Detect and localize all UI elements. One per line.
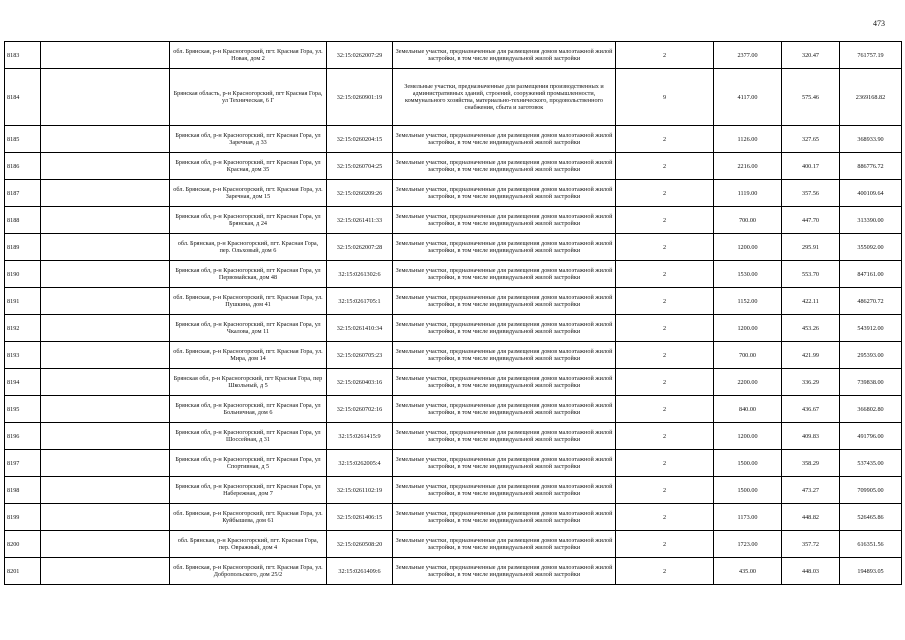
record-number: 8196 xyxy=(5,423,41,450)
record-number: 8183 xyxy=(5,42,41,69)
category-code-cell: 2 xyxy=(616,504,714,531)
specific-value-cell: 358.29 xyxy=(782,450,840,477)
cadastral-number-cell: 32:15:0261409:6 xyxy=(327,558,393,585)
spacer-cell xyxy=(41,315,170,342)
record-number: 8192 xyxy=(5,315,41,342)
cadastral-number-cell: 32:15:0262005:4 xyxy=(327,450,393,477)
table-row xyxy=(5,450,902,477)
cadastral-number-cell: 32:15:0261410:34 xyxy=(327,315,393,342)
cadastral-value-cell: 368933.90 xyxy=(840,126,902,153)
land-use-cell: Земельные участки, предназначенные для размещения домов малоэтажной жилой застройки, в том числе индивидуальной жилой застройки xyxy=(393,450,616,477)
specific-value-cell: 320.47 xyxy=(782,42,840,69)
spacer-cell xyxy=(41,531,170,558)
cadastral-value-cell: 526465.86 xyxy=(840,504,902,531)
table-row xyxy=(5,180,902,207)
address-cell: обл. Брянская, р-н Красногорский, пгт. Красная Гора, ул. Заречная, дом 15 xyxy=(170,180,327,207)
table-row xyxy=(5,342,902,369)
category-code-cell: 9 xyxy=(616,69,714,126)
table-row xyxy=(5,504,902,531)
specific-value-cell: 295.91 xyxy=(782,234,840,261)
area-cell: 1530.00 xyxy=(714,261,782,288)
address-cell: Брянская обл, р-н Красногорский, пгт Красная Гора, ул Набережная, дом 7 xyxy=(170,477,327,504)
cadastral-value-cell: 491796.00 xyxy=(840,423,902,450)
table-row xyxy=(5,531,902,558)
category-code-cell: 2 xyxy=(616,369,714,396)
cadastral-number-cell: 32:15:0261415:9 xyxy=(327,423,393,450)
category-code-cell: 2 xyxy=(616,558,714,585)
category-code-cell: 2 xyxy=(616,261,714,288)
land-use-cell: Земельные участки, предназначенные для размещения домов малоэтажной жилой застройки, в том числе индивидуальной жилой застройки xyxy=(393,342,616,369)
table-row xyxy=(5,126,902,153)
area-cell: 1200.00 xyxy=(714,234,782,261)
cadastral-value-cell: 194893.05 xyxy=(840,558,902,585)
spacer-cell xyxy=(41,126,170,153)
land-use-cell: Земельные участки, предназначенные для размещения домов малоэтажной жилой застройки, в том числе индивидуальной жилой застройки xyxy=(393,126,616,153)
category-code-cell: 2 xyxy=(616,288,714,315)
land-use-cell: Земельные участки, предназначенные для размещения домов малоэтажной жилой застройки, в том числе индивидуальной жилой застройки xyxy=(393,396,616,423)
specific-value-cell: 575.46 xyxy=(782,69,840,126)
area-cell: 1200.00 xyxy=(714,423,782,450)
land-use-cell: Земельные участки, предназначенные для размещения домов малоэтажной жилой застройки, в том числе индивидуальной жилой застройки xyxy=(393,504,616,531)
spacer-cell xyxy=(41,153,170,180)
cadastral-number-cell: 32:15:0260204:15 xyxy=(327,126,393,153)
address-cell: обл. Брянская, р-н Красногорский, пгт. Красная Гора, пер. Ольховый, дом 6 xyxy=(170,234,327,261)
specific-value-cell: 336.29 xyxy=(782,369,840,396)
specific-value-cell: 357.56 xyxy=(782,180,840,207)
spacer-cell xyxy=(41,396,170,423)
address-cell: Брянская обл, р-н Красногорский, пгт Красная Гора, ул Первомайская, дом 48 xyxy=(170,261,327,288)
table-row xyxy=(5,423,902,450)
cadastral-value-table xyxy=(4,41,902,585)
table-row xyxy=(5,558,902,585)
cadastral-value-cell: 761757.19 xyxy=(840,42,902,69)
record-number: 8188 xyxy=(5,207,41,234)
specific-value-cell: 448.03 xyxy=(782,558,840,585)
land-use-cell: Земельные участки, предназначенные для размещения домов малоэтажной жилой застройки, в том числе индивидуальной жилой застройки xyxy=(393,369,616,396)
spacer-cell xyxy=(41,450,170,477)
spacer-cell xyxy=(41,369,170,396)
cadastral-value-cell: 537435.00 xyxy=(840,450,902,477)
land-use-cell: Земельные участки, предназначенные для размещения домов малоэтажной жилой застройки, в том числе индивидуальной жилой застройки xyxy=(393,180,616,207)
cadastral-value-cell: 847161.00 xyxy=(840,261,902,288)
cadastral-value-cell: 366802.80 xyxy=(840,396,902,423)
land-use-cell: Земельные участки, предназначенные для размещения домов малоэтажной жилой застройки, в том числе индивидуальной жилой застройки xyxy=(393,558,616,585)
spacer-cell xyxy=(41,207,170,234)
cadastral-value-cell: 2369168.82 xyxy=(840,69,902,126)
area-cell: 435.00 xyxy=(714,558,782,585)
area-cell: 1119.00 xyxy=(714,180,782,207)
table-row xyxy=(5,234,902,261)
address-cell: Брянская обл, р-н Красногорский, пгт Красная Гора, ул Заречная, д 33 xyxy=(170,126,327,153)
cadastral-value-cell: 486270.72 xyxy=(840,288,902,315)
category-code-cell: 2 xyxy=(616,126,714,153)
category-code-cell: 2 xyxy=(616,207,714,234)
cadastral-number-cell: 32:15:0262007:28 xyxy=(327,234,393,261)
record-number: 8190 xyxy=(5,261,41,288)
category-code-cell: 2 xyxy=(616,423,714,450)
land-use-cell: Земельные участки, предназначенные для размещения домов малоэтажной жилой застройки, в том числе индивидуальной жилой застройки xyxy=(393,42,616,69)
record-number: 8186 xyxy=(5,153,41,180)
cadastral-value-cell: 709905.00 xyxy=(840,477,902,504)
land-use-cell: Земельные участки, предназначенные для размещения домов малоэтажной жилой застройки, в том числе индивидуальной жилой застройки xyxy=(393,153,616,180)
cadastral-number-cell: 32:15:0261406:15 xyxy=(327,504,393,531)
area-cell: 1723.00 xyxy=(714,531,782,558)
area-cell: 1500.00 xyxy=(714,477,782,504)
area-cell: 2200.00 xyxy=(714,369,782,396)
table-row xyxy=(5,396,902,423)
land-use-cell: Земельные участки, предназначенные для размещения домов малоэтажной жилой застройки, в том числе индивидуальной жилой застройки xyxy=(393,234,616,261)
area-cell: 700.00 xyxy=(714,207,782,234)
record-number: 8199 xyxy=(5,504,41,531)
category-code-cell: 2 xyxy=(616,315,714,342)
area-cell: 4117.00 xyxy=(714,69,782,126)
table-row xyxy=(5,207,902,234)
cadastral-value-cell: 616351.56 xyxy=(840,531,902,558)
cadastral-number-cell: 32:15:0260702:16 xyxy=(327,396,393,423)
category-code-cell: 2 xyxy=(616,396,714,423)
category-code-cell: 2 xyxy=(616,42,714,69)
cadastral-number-cell: 32:15:0260704:25 xyxy=(327,153,393,180)
land-use-cell: Земельные участки, предназначенные для размещения домов малоэтажной жилой застройки, в том числе индивидуальной жилой застройки xyxy=(393,288,616,315)
specific-value-cell: 422.11 xyxy=(782,288,840,315)
table-row xyxy=(5,42,902,69)
area-cell: 1126.00 xyxy=(714,126,782,153)
address-cell: Брянская обл, р-н Красногорский, пгт Красная Гора, ул Больничная, дом 6 xyxy=(170,396,327,423)
address-cell: обл. Брянская, р-н Красногорский, пгт. Красная Гора, ул. Куйбышева, дом 61 xyxy=(170,504,327,531)
record-number: 8200 xyxy=(5,531,41,558)
cadastral-number-cell: 32:15:0260901:19 xyxy=(327,69,393,126)
cadastral-value-cell: 313390.00 xyxy=(840,207,902,234)
address-cell: обл. Брянская, р-н Красногорский, пгт. Красная Гора, ул. Мира, дом 14 xyxy=(170,342,327,369)
record-number: 8193 xyxy=(5,342,41,369)
cadastral-number-cell: 32:15:0260705:23 xyxy=(327,342,393,369)
spacer-cell xyxy=(41,342,170,369)
table-row xyxy=(5,288,902,315)
cadastral-number-cell: 32:15:0261102:19 xyxy=(327,477,393,504)
spacer-cell xyxy=(41,234,170,261)
area-cell: 840.00 xyxy=(714,396,782,423)
land-use-cell: Земельные участки, предназначенные для размещения домов малоэтажной жилой застройки, в том числе индивидуальной жилой застройки xyxy=(393,315,616,342)
area-cell: 1173.00 xyxy=(714,504,782,531)
record-number: 8187 xyxy=(5,180,41,207)
spacer-cell xyxy=(41,558,170,585)
table-row xyxy=(5,69,902,126)
record-number: 8195 xyxy=(5,396,41,423)
address-cell: Брянская обл, р-н Красногорский, пгт Красная Гора, ул Брянская, д 24 xyxy=(170,207,327,234)
cadastral-number-cell: 32:15:0261411:33 xyxy=(327,207,393,234)
address-cell: Брянская обл, р-н Красногорский, пгт Красная Гора, ул Красная, дом 35 xyxy=(170,153,327,180)
spacer-cell xyxy=(41,69,170,126)
table-row xyxy=(5,261,902,288)
specific-value-cell: 327.65 xyxy=(782,126,840,153)
land-use-cell: Земельные участки, предназначенные для размещения домов малоэтажной жилой застройки, в том числе индивидуальной жилой застройки xyxy=(393,531,616,558)
spacer-cell xyxy=(41,423,170,450)
area-cell: 1152.00 xyxy=(714,288,782,315)
land-use-cell: Земельные участки, предназначенные для размещения домов малоэтажной жилой застройки, в том числе индивидуальной жилой застройки xyxy=(393,261,616,288)
area-cell: 700.00 xyxy=(714,342,782,369)
category-code-cell: 2 xyxy=(616,234,714,261)
cadastral-number-cell: 32:15:0261302:6 xyxy=(327,261,393,288)
cadastral-value-cell: 355092.00 xyxy=(840,234,902,261)
specific-value-cell: 357.72 xyxy=(782,531,840,558)
record-number: 8189 xyxy=(5,234,41,261)
category-code-cell: 2 xyxy=(616,477,714,504)
area-cell: 1500.00 xyxy=(714,450,782,477)
spacer-cell xyxy=(41,504,170,531)
land-use-cell: Земельные участки, предназначенные для размещения домов малоэтажной жилой застройки, в том числе индивидуальной жилой застройки xyxy=(393,423,616,450)
specific-value-cell: 421.99 xyxy=(782,342,840,369)
land-use-cell: Земельные участки, предназначенные для размещения домов малоэтажной жилой застройки, в том числе индивидуальной жилой застройки xyxy=(393,207,616,234)
cadastral-number-cell: 32:15:0260403:16 xyxy=(327,369,393,396)
table-row xyxy=(5,153,902,180)
record-number: 8197 xyxy=(5,450,41,477)
category-code-cell: 2 xyxy=(616,153,714,180)
address-cell: Брянская обл, р-н Красногорский, пгт Красная Гора, пер Школьный, д 5 xyxy=(170,369,327,396)
specific-value-cell: 553.70 xyxy=(782,261,840,288)
category-code-cell: 2 xyxy=(616,450,714,477)
spacer-cell xyxy=(41,288,170,315)
cadastral-number-cell: 32:15:0261705:1 xyxy=(327,288,393,315)
land-use-cell: Земельные участки, предназначенные для размещения производственных и административных зданий, строений, сооружений промышленности, коммунального хозяйства, материально-технического, продовольственного снабжения, сбыта и заготовок xyxy=(393,69,616,126)
record-number: 8201 xyxy=(5,558,41,585)
cadastral-value-cell: 400109.64 xyxy=(840,180,902,207)
cadastral-value-cell: 886776.72 xyxy=(840,153,902,180)
cadastral-value-cell: 543912.00 xyxy=(840,315,902,342)
table-row xyxy=(5,315,902,342)
record-number: 8198 xyxy=(5,477,41,504)
specific-value-cell: 400.17 xyxy=(782,153,840,180)
cadastral-value-cell: 739838.00 xyxy=(840,369,902,396)
table-row xyxy=(5,369,902,396)
specific-value-cell: 473.27 xyxy=(782,477,840,504)
address-cell: обл. Брянская, р-н Красногорский, пгт. Красная Гора, пер. Овражный, дом 4 xyxy=(170,531,327,558)
record-number: 8185 xyxy=(5,126,41,153)
record-number: 8194 xyxy=(5,369,41,396)
land-use-cell: Земельные участки, предназначенные для размещения домов малоэтажной жилой застройки, в том числе индивидуальной жилой застройки xyxy=(393,477,616,504)
address-cell: Брянская обл, р-н Красногорский, пгт Красная Гора, ул Чкалова, дом 11 xyxy=(170,315,327,342)
area-cell: 1200.00 xyxy=(714,315,782,342)
cadastral-value-cell: 295393.00 xyxy=(840,342,902,369)
record-number: 8184 xyxy=(5,69,41,126)
area-cell: 2377.00 xyxy=(714,42,782,69)
cadastral-number-cell: 32:15:0260508:20 xyxy=(327,531,393,558)
category-code-cell: 2 xyxy=(616,342,714,369)
table-row xyxy=(5,477,902,504)
table-body xyxy=(5,42,902,585)
address-cell: Брянская обл, р-н Красногорский, пгт Красная Гора, ул Шоссейная, д 31 xyxy=(170,423,327,450)
category-code-cell: 2 xyxy=(616,531,714,558)
spacer-cell xyxy=(41,180,170,207)
address-cell: обл. Брянская, р-н Красногорский, пгт. Красная Гора, ул. Пушкина, дом 41 xyxy=(170,288,327,315)
spacer-cell xyxy=(41,42,170,69)
address-cell: обл. Брянская, р-н Красногорский, пгт. Красная Гора, ул. Новая, дом 2 xyxy=(170,42,327,69)
spacer-cell xyxy=(41,477,170,504)
category-code-cell: 2 xyxy=(616,180,714,207)
specific-value-cell: 447.70 xyxy=(782,207,840,234)
spacer-cell xyxy=(41,261,170,288)
record-number: 8191 xyxy=(5,288,41,315)
address-cell: Брянская область, р-н Красногорский, пгт Красная Гора, ул Техническая, 6 Г xyxy=(170,69,327,126)
address-cell: обл. Брянская, р-н Красногорский, пгт. Красная Гора, ул. Добропольского, дом 25/2 xyxy=(170,558,327,585)
cadastral-number-cell: 32:15:0260209:26 xyxy=(327,180,393,207)
address-cell: Брянская обл, р-н Красногорский, пгт Красная Гора, ул Спортивная, д 5 xyxy=(170,450,327,477)
page-number: 473 xyxy=(873,19,885,28)
specific-value-cell: 436.67 xyxy=(782,396,840,423)
specific-value-cell: 448.82 xyxy=(782,504,840,531)
cadastral-number-cell: 32:15:0262007:29 xyxy=(327,42,393,69)
area-cell: 2216.00 xyxy=(714,153,782,180)
specific-value-cell: 409.83 xyxy=(782,423,840,450)
specific-value-cell: 453.26 xyxy=(782,315,840,342)
